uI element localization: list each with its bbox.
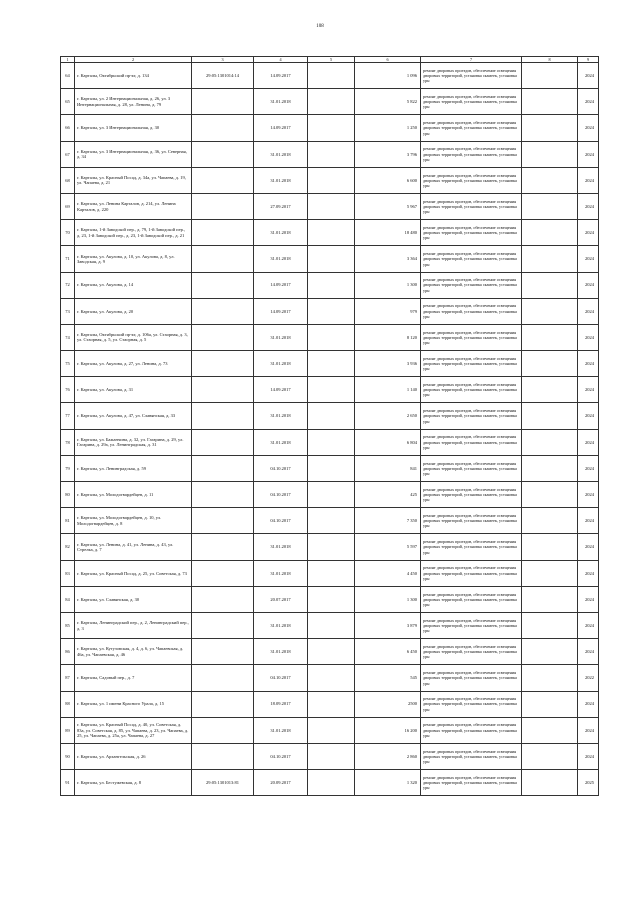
address-cell: г. Карталы, ул. 3 Интернациональная, д. 36, ул. Северная, д. 34: [75, 141, 192, 167]
empty-cell: [308, 639, 355, 665]
table-row: [61, 612, 599, 638]
address-cell: г. Карталы, ул. Молодогвардейцев, д. 11: [75, 482, 192, 508]
works-cell: ремонт дворовых проездов, обеспечение освещения дворовых территорий, установка скамеек, установка урн: [421, 482, 522, 508]
address-cell: г. Карталы, ул. Ленина Карталов, д. 214, ул. Ленина Карталов, д. 220: [75, 193, 192, 219]
empty-cell: [308, 141, 355, 167]
cadastral-cell: [192, 691, 254, 717]
empty-cell: [522, 455, 578, 481]
empty-cell: [308, 560, 355, 586]
address-cell: г. Карталы, ул. Молодогвардейцев, д. 10, ул. Молодогвардейцев, д. 8: [75, 508, 192, 534]
area-cell: 3 879: [355, 612, 421, 638]
works-cell: ремонт дворовых проездов, обеспечение освещения дворовых территорий, установка скамеек, установка урн: [421, 586, 522, 612]
date-cell: 14.09.2017: [254, 63, 308, 89]
table-row: [61, 508, 599, 534]
empty-cell: [308, 429, 355, 455]
empty-cell: [522, 665, 578, 691]
cadastral-cell: [192, 612, 254, 638]
works-cell: ремонт дворовых проездов, обеспечение освещения дворовых территорий, установка скамеек, установка урн: [421, 246, 522, 272]
address-cell: г. Карталы, Октябрьский пр-кт, д. 134: [75, 63, 192, 89]
works-cell: ремонт дворовых проездов, обеспечение освещения дворовых территорий, установка скамеек, установка урн: [421, 560, 522, 586]
date-cell: 31.01.2018: [254, 717, 308, 743]
cadastral-cell: [192, 246, 254, 272]
address-cell: г. Карталы, ул. 3 Интернациональная, д. 30: [75, 115, 192, 141]
empty-cell: [522, 193, 578, 219]
cadastral-cell: [192, 429, 254, 455]
year-cell: 2024: [578, 141, 599, 167]
works-cell: ремонт дворовых проездов, обеспечение освещения дворовых территорий, установка скамеек, установка урн: [421, 612, 522, 638]
date-cell: 31.01.2018: [254, 534, 308, 560]
address-cell: г. Карталы, ул. Акулова, д. 20: [75, 298, 192, 324]
date-cell: 31.01.2018: [254, 141, 308, 167]
table-row: [61, 193, 599, 219]
row-number-cell: 64: [61, 63, 75, 89]
table-row: [61, 141, 599, 167]
empty-cell: [308, 63, 355, 89]
column-number-cell: 8: [522, 57, 578, 63]
area-cell: 1 096: [355, 63, 421, 89]
cadastral-cell: [192, 560, 254, 586]
empty-cell: [522, 167, 578, 193]
address-cell: г. Карталы, ул. Бажанчина, д. 32, ул. Гагарина, д. 29, ул. Гагарина, д. 29а, ул. Ленинградская, д. 31: [75, 429, 192, 455]
column-number-cell: 2: [75, 57, 192, 63]
table-row: [61, 770, 599, 796]
empty-cell: [522, 743, 578, 769]
date-cell: 14.09.2017: [254, 298, 308, 324]
empty-cell: [522, 246, 578, 272]
empty-cell: [522, 586, 578, 612]
year-cell: 2024: [578, 482, 599, 508]
row-number-cell: 88: [61, 691, 75, 717]
works-cell: ремонт дворовых проездов, обеспечение освещения дворовых территорий, установка скамеек, установка урн: [421, 639, 522, 665]
table-row: [61, 691, 599, 717]
table-row: [61, 351, 599, 377]
empty-cell: [308, 89, 355, 115]
page-number: 108: [316, 24, 324, 29]
table-row: [61, 743, 599, 769]
works-cell: ремонт дворовых проездов, обеспечение освещения дворовых территорий, установка скамеек, установка урн: [421, 220, 522, 246]
address-cell: г. Карталы, Ленинградский пер., д. 2, Ленинградский пер., д. 3: [75, 612, 192, 638]
empty-cell: [522, 63, 578, 89]
works-cell: ремонт дворовых проездов, обеспечение освещения дворовых территорий, установка скамеек, установка урн: [421, 324, 522, 350]
empty-cell: [522, 612, 578, 638]
empty-cell: [308, 377, 355, 403]
empty-cell: [308, 115, 355, 141]
area-cell: 1 250: [355, 115, 421, 141]
cadastral-cell: [192, 324, 254, 350]
address-cell: г. Карталы, ул. Красный Посад, д. 40, ул. Советская, д. 83а, ул. Советская, д. 85, ул. Чапаева, д. 23, ул. Чапаева, д. 25, ул. Чапаева, д. 25а, ул. Чапаева, д. 27: [75, 717, 192, 743]
table-row: [61, 89, 599, 115]
works-cell: ремонт дворовых проездов, обеспечение освещения дворовых территорий, установка скамеек, установка урн: [421, 351, 522, 377]
date-cell: 27.09.2017: [254, 193, 308, 219]
area-cell: 8 120: [355, 324, 421, 350]
row-number-cell: 84: [61, 586, 75, 612]
date-cell: 20.09.2017: [254, 770, 308, 796]
address-cell: г. Карталы, ул. Акулова, д. 14: [75, 272, 192, 298]
works-cell: ремонт дворовых проездов, обеспечение освещения дворовых территорий, установка скамеек, установка урн: [421, 770, 522, 796]
table-row: [61, 167, 599, 193]
works-cell: ремонт дворовых проездов, обеспечение освещения дворовых территорий, установка скамеек, установка урн: [421, 534, 522, 560]
year-cell: 2024: [578, 455, 599, 481]
works-cell: ремонт дворовых проездов, обеспечение освещения дворовых территорий, установка скамеек, установка урн: [421, 141, 522, 167]
year-cell: 2024: [578, 89, 599, 115]
address-cell: г. Карталы, ул. Акулова, д. 10, ул. Акулова, д. 8, ул. Заводская, д. 9: [75, 246, 192, 272]
cadastral-cell: [192, 115, 254, 141]
empty-cell: [522, 770, 578, 796]
empty-cell: [308, 612, 355, 638]
empty-cell: [308, 534, 355, 560]
works-cell: ремонт дворовых проездов, обеспечение освещения дворовых территорий, установка скамеек, установка урн: [421, 455, 522, 481]
works-cell: ремонт дворовых проездов, обеспечение освещения дворовых территорий, установка скамеек, установка урн: [421, 377, 522, 403]
address-cell: г. Карталы, 1-й Заводской пер., д. 79, 1-й Заводской пер., д. 23, 1-й Заводской пер., д. 23, 1-й Заводской пер., д. 21: [75, 220, 192, 246]
works-cell: ремонт дворовых проездов, обеспечение освещения дворовых территорий, установка скамеек, установка урн: [421, 115, 522, 141]
row-number-cell: 71: [61, 246, 75, 272]
row-number-cell: 77: [61, 403, 75, 429]
empty-cell: [308, 220, 355, 246]
empty-cell: [308, 691, 355, 717]
address-cell: г. Карталы, ул. Акулова, д. 31: [75, 377, 192, 403]
row-number-cell: 72: [61, 272, 75, 298]
cadastral-cell: [192, 482, 254, 508]
empty-cell: [308, 246, 355, 272]
table-row: [61, 586, 599, 612]
cadastral-cell: [192, 508, 254, 534]
area-cell: 1 300: [355, 272, 421, 298]
table-row: [61, 246, 599, 272]
cadastral-cell: [192, 403, 254, 429]
empty-cell: [522, 351, 578, 377]
empty-cell: [308, 167, 355, 193]
address-cell: г. Карталы, ул. Красный Посад, д. 34а, ул. Чапаева, д. 19, ул. Чапаева, д. 21: [75, 167, 192, 193]
row-number-cell: 82: [61, 534, 75, 560]
year-cell: 2024: [578, 429, 599, 455]
area-cell: 7 350: [355, 508, 421, 534]
empty-cell: [308, 743, 355, 769]
works-cell: ремонт дворовых проездов, обеспечение освещения дворовых территорий, установка скамеек, установка урн: [421, 193, 522, 219]
empty-cell: [522, 639, 578, 665]
year-cell: 2024: [578, 246, 599, 272]
address-cell: г. Карталы, ул. Акулова, д. 47, ул. Славянская, д. 33: [75, 403, 192, 429]
date-cell: 04.10.2017: [254, 508, 308, 534]
empty-cell: [308, 482, 355, 508]
year-cell: 2024: [578, 115, 599, 141]
date-cell: 20.07.2017: [254, 586, 308, 612]
area-cell: 4 450: [355, 560, 421, 586]
row-number-cell: 75: [61, 351, 75, 377]
cadastral-cell: 29:05:1301013:81: [192, 770, 254, 796]
column-number-cell: 5: [308, 57, 355, 63]
year-cell: 2024: [578, 743, 599, 769]
empty-cell: [522, 220, 578, 246]
works-cell: ремонт дворовых проездов, обеспечение освещения дворовых территорий, установка скамеек, установка урн: [421, 665, 522, 691]
address-cell: г. Карталы, ул. Акулова, д. 27, ул. Ленина, д. 73: [75, 351, 192, 377]
empty-cell: [522, 482, 578, 508]
empty-cell: [308, 193, 355, 219]
area-cell: 1 140: [355, 377, 421, 403]
empty-cell: [522, 115, 578, 141]
table-row: [61, 639, 599, 665]
column-number-cell: 4: [254, 57, 308, 63]
works-cell: ремонт дворовых проездов, обеспечение освещения дворовых территорий, установка скамеек, установка урн: [421, 298, 522, 324]
table-row: [61, 220, 599, 246]
address-cell: г. Карталы, Октябрьский пр-кт, д. 106а, ул. Стаорная, д. 3, ул. Стаорная, д. 5, ул. Стаорная, д. 5: [75, 324, 192, 350]
year-cell: 2024: [578, 534, 599, 560]
date-cell: 18.09.2017: [254, 691, 308, 717]
table-row: [61, 298, 599, 324]
registry-table: [60, 56, 599, 796]
date-cell: 31.01.2018: [254, 89, 308, 115]
works-cell: ремонт дворовых проездов, обеспечение освещения дворовых территорий, установка скамеек, установка урн: [421, 717, 522, 743]
empty-cell: [308, 272, 355, 298]
cadastral-cell: [192, 717, 254, 743]
year-cell: 2024: [578, 691, 599, 717]
address-cell: г. Карталы, ул. 2 Интернациональная, д. 26, ул. 3 Интернациональная, д. 28, ул. Ленина, д. 79: [75, 89, 192, 115]
row-number-cell: 76: [61, 377, 75, 403]
column-number-cell: 6: [355, 57, 421, 63]
area-cell: 841: [355, 455, 421, 481]
year-cell: 2024: [578, 193, 599, 219]
row-number-cell: 67: [61, 141, 75, 167]
works-cell: ремонт дворовых проездов, обеспечение освещения дворовых территорий, установка скамеек, установка урн: [421, 429, 522, 455]
row-number-cell: 70: [61, 220, 75, 246]
row-number-cell: 87: [61, 665, 75, 691]
cadastral-cell: [192, 639, 254, 665]
year-cell: 2024: [578, 63, 599, 89]
area-cell: 5 967: [355, 193, 421, 219]
row-number-cell: 81: [61, 508, 75, 534]
area-cell: 979: [355, 298, 421, 324]
year-cell: 2024: [578, 272, 599, 298]
year-cell: 2022: [578, 665, 599, 691]
row-number-cell: 68: [61, 167, 75, 193]
empty-cell: [522, 508, 578, 534]
date-cell: 14.09.2017: [254, 115, 308, 141]
empty-cell: [522, 298, 578, 324]
cadastral-cell: 29:05:1301014:14: [192, 63, 254, 89]
date-cell: 31.01.2018: [254, 403, 308, 429]
row-number-cell: 86: [61, 639, 75, 665]
row-number-cell: 74: [61, 324, 75, 350]
empty-cell: [308, 770, 355, 796]
date-cell: 31.01.2018: [254, 167, 308, 193]
empty-cell: [308, 324, 355, 350]
address-cell: г. Карталы, ул. Славянская, д. 30: [75, 586, 192, 612]
cadastral-cell: [192, 534, 254, 560]
date-cell: 31.01.2018: [254, 351, 308, 377]
date-cell: 14.09.2017: [254, 272, 308, 298]
date-cell: 04.10.2017: [254, 665, 308, 691]
address-cell: г. Карталы, ул. Красный Посад, д. 25, ул. Советская, д. 73: [75, 560, 192, 586]
cadastral-cell: [192, 455, 254, 481]
empty-cell: [308, 717, 355, 743]
empty-cell: [308, 508, 355, 534]
table-row: [61, 534, 599, 560]
empty-cell: [522, 141, 578, 167]
cadastral-cell: [192, 298, 254, 324]
year-cell: 2024: [578, 167, 599, 193]
empty-cell: [308, 586, 355, 612]
cadastral-cell: [192, 220, 254, 246]
column-number-cell: 9: [578, 57, 599, 63]
empty-cell: [522, 560, 578, 586]
area-cell: 425: [355, 482, 421, 508]
address-cell: г. Карталы, ул. Бестужевская, д. 8: [75, 770, 192, 796]
empty-cell: [308, 665, 355, 691]
row-number-cell: 85: [61, 612, 75, 638]
empty-cell: [522, 324, 578, 350]
row-number-cell: 90: [61, 743, 75, 769]
table-row: [61, 377, 599, 403]
year-cell: 2024: [578, 220, 599, 246]
empty-cell: [308, 351, 355, 377]
year-cell: 2025: [578, 770, 599, 796]
date-cell: 31.01.2018: [254, 246, 308, 272]
date-cell: 31.01.2018: [254, 324, 308, 350]
empty-cell: [522, 403, 578, 429]
column-number-cell: 3: [192, 57, 254, 63]
cadastral-cell: [192, 193, 254, 219]
cadastral-cell: [192, 586, 254, 612]
year-cell: 2024: [578, 560, 599, 586]
address-cell: г. Карталы, ул. 1 имени Красного Урала, д. 15: [75, 691, 192, 717]
empty-cell: [522, 272, 578, 298]
works-cell: ремонт дворовых проездов, обеспечение освещения дворовых территорий, установка скамеек, установка урн: [421, 403, 522, 429]
year-cell: 2024: [578, 324, 599, 350]
row-number-cell: 83: [61, 560, 75, 586]
year-cell: 2024: [578, 717, 599, 743]
area-cell: 3 936: [355, 351, 421, 377]
area-cell: 1 300: [355, 586, 421, 612]
cadastral-cell: [192, 167, 254, 193]
empty-cell: [308, 403, 355, 429]
table-row: [61, 324, 599, 350]
cadastral-cell: [192, 89, 254, 115]
table-row: [61, 665, 599, 691]
area-cell: 2 860: [355, 743, 421, 769]
area-cell: 6 450: [355, 639, 421, 665]
year-cell: 2024: [578, 508, 599, 534]
table-row: [61, 455, 599, 481]
cadastral-cell: [192, 377, 254, 403]
works-cell: ремонт дворовых проездов, обеспечение освещения дворовых территорий, установка скамеек, установка урн: [421, 89, 522, 115]
date-cell: 04.10.2017: [254, 743, 308, 769]
area-cell: 5 597: [355, 534, 421, 560]
row-number-cell: 73: [61, 298, 75, 324]
table-row: [61, 403, 599, 429]
date-cell: 04.10.2017: [254, 482, 308, 508]
works-cell: ремонт дворовых проездов, обеспечение освещения дворовых территорий, установка скамеек, установка урн: [421, 63, 522, 89]
date-cell: 31.01.2018: [254, 612, 308, 638]
year-cell: 2024: [578, 377, 599, 403]
works-cell: ремонт дворовых проездов, обеспечение освещения дворовых территорий, установка скамеек, установка урн: [421, 743, 522, 769]
area-cell: 6 600: [355, 167, 421, 193]
area-cell: 5 822: [355, 89, 421, 115]
year-cell: 2024: [578, 639, 599, 665]
table-row: [61, 482, 599, 508]
year-cell: 2024: [578, 403, 599, 429]
area-cell: 6 804: [355, 429, 421, 455]
date-cell: 14.09.2017: [254, 377, 308, 403]
cadastral-cell: [192, 665, 254, 691]
column-number-cell: 1: [61, 57, 75, 63]
address-cell: г. Карталы, ул. Кутузовская, д. 4, д. 6, ул. Чапаевская, д. 46а, ул. Чапаевская, д. 46: [75, 639, 192, 665]
works-cell: ремонт дворовых проездов, обеспечение освещения дворовых территорий, установка скамеек, установка урн: [421, 167, 522, 193]
row-number-cell: 69: [61, 193, 75, 219]
area-cell: 2500: [355, 691, 421, 717]
area-cell: 545: [355, 665, 421, 691]
table-row: [61, 272, 599, 298]
date-cell: 31.01.2018: [254, 560, 308, 586]
date-cell: 04.10.2017: [254, 455, 308, 481]
column-number-cell: 7: [421, 57, 522, 63]
address-cell: г. Карталы, ул. Архангельская, д. 26: [75, 743, 192, 769]
empty-cell: [522, 377, 578, 403]
empty-cell: [308, 298, 355, 324]
row-number-cell: 79: [61, 455, 75, 481]
area-cell: 2 650: [355, 403, 421, 429]
table-row: [61, 63, 599, 89]
date-cell: 31.01.2018: [254, 220, 308, 246]
works-cell: ремонт дворовых проездов, обеспечение освещения дворовых территорий, установка скамеек, установка урн: [421, 508, 522, 534]
empty-cell: [522, 89, 578, 115]
date-cell: 31.01.2018: [254, 429, 308, 455]
row-number-cell: 66: [61, 115, 75, 141]
year-cell: 2024: [578, 298, 599, 324]
address-cell: г. Карталы, Садовый пер., д. 7: [75, 665, 192, 691]
row-number-cell: 65: [61, 89, 75, 115]
area-cell: 3 796: [355, 141, 421, 167]
cadastral-cell: [192, 141, 254, 167]
table-row: [61, 429, 599, 455]
address-cell: г. Карталы, ул. Ленинградская, д. 59: [75, 455, 192, 481]
empty-cell: [522, 429, 578, 455]
date-cell: 31.01.2018: [254, 639, 308, 665]
table-row: [61, 560, 599, 586]
table-row: [61, 717, 599, 743]
empty-cell: [522, 534, 578, 560]
area-cell: 16 200: [355, 717, 421, 743]
cadastral-cell: [192, 743, 254, 769]
row-number-cell: 80: [61, 482, 75, 508]
year-cell: 2024: [578, 612, 599, 638]
year-cell: 2024: [578, 351, 599, 377]
works-cell: ремонт дворовых проездов, обеспечение освещения дворовых территорий, установка скамеек, установка урн: [421, 691, 522, 717]
cadastral-cell: [192, 351, 254, 377]
table-row: [61, 115, 599, 141]
address-cell: г. Карталы, ул. Ленина, д. 41, ул. Ленина, д. 43, ул. Стрелка, д. 7: [75, 534, 192, 560]
empty-cell: [522, 691, 578, 717]
year-cell: 2024: [578, 586, 599, 612]
row-number-cell: 91: [61, 770, 75, 796]
row-number-cell: 89: [61, 717, 75, 743]
area-cell: 3 364: [355, 246, 421, 272]
area-cell: 18 480: [355, 220, 421, 246]
area-cell: 1 320: [355, 770, 421, 796]
empty-cell: [308, 455, 355, 481]
works-cell: ремонт дворовых проездов, обеспечение освещения дворовых территорий, установка скамеек, установка урн: [421, 272, 522, 298]
row-number-cell: 78: [61, 429, 75, 455]
cadastral-cell: [192, 272, 254, 298]
empty-cell: [522, 717, 578, 743]
